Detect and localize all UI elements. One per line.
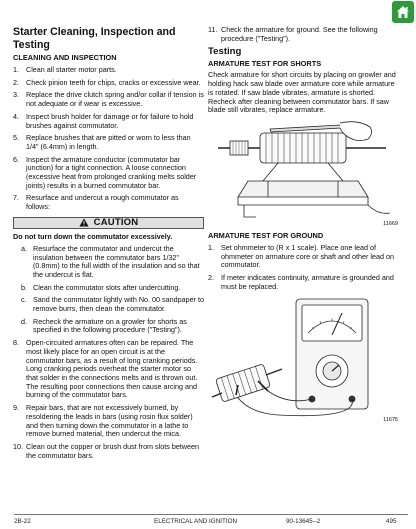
cleaning-steps [13, 66, 204, 212]
page-number: 495 [386, 518, 397, 525]
left-column [13, 4, 204, 460]
list-item: 1. Set ohmmeter to (R x 1 scale). Place one lead of ohmmeter on armature core or shaft and other lead on commutator. [208, 242, 394, 270]
list-item: 1. Clean all starter motor parts. [13, 65, 117, 74]
testing-title: Testing [208, 46, 242, 58]
list-item: 11. Check the armature for ground. See the following procedure ("Testing"). [208, 25, 378, 43]
ground-subhead: ARMATURE TEST FOR GROUND [208, 230, 324, 240]
page-footer [14, 514, 408, 526]
list-item: 10. Clean out the copper or brush dust from slots between the commutator bars. [13, 441, 199, 460]
warning-icon [79, 218, 89, 227]
resurface-substeps [13, 245, 204, 335]
list-item: 2. If meter indicates continuity, armature is grounded and must be replaced. [208, 273, 394, 291]
ohmmeter-illustration [208, 295, 398, 423]
caution-text: Do not turn down the commutator excessively. [13, 231, 173, 241]
right-column [208, 4, 398, 423]
caution-banner [13, 217, 204, 229]
list-item: 9. Repair bars, that are not excessively burned, by resoldering the leads in bars (using rosin flux solder) and then turning down the commutator in a lathe to remove burned material, then undercut the mica. [13, 403, 193, 439]
page-ref: 2B-22 [14, 518, 31, 525]
figure-number: 11675 [383, 417, 398, 424]
list-item: 6. Inspect the armature conductor (commutator bar junction) for a tight connection. A loose connection (excessive heat from prolonged cranking melts solder joints) results in a burned commutator bar. [13, 154, 197, 190]
list-item: 4. Inspect brush holder for damage or for failure to hold brushes against commutator. [13, 111, 194, 130]
list-item: d. Recheck the armature on a growler for shorts as specified in the following procedure ("Testing"). [21, 316, 187, 335]
list-item: 3. Replace the drive clutch spring and/or collar if tension is not adequate or if wear is excessive. [13, 90, 204, 109]
list-item: 7. Resurface and undercut a rough commutator as follows: [13, 193, 179, 212]
cleaning-subhead: CLEANING AND INSPECTION [13, 53, 117, 62]
section-name: ELECTRICAL AND IGNITION [154, 518, 238, 525]
list-item: b. Clean the commutator slots after undercutting. [21, 282, 181, 292]
figure-number: 11669 [383, 220, 398, 227]
list-item: a. Resurface the commutator and undercut the insulation between the commutator bars 1/32" (0.8mm) to the full width of the insulation and so that the undercut is flat. [21, 243, 200, 279]
shorts-text: Check armature for short circuits by placing on growler and holding hack saw blade over armature core while armature is rotated. If saw blade vibrates, armature is shorted. Recheck after cleaning between commutator bars. If saw blade still vibrates, replace armature. [208, 70, 396, 115]
caution-label: CAUTION [93, 217, 139, 229]
list-item: 2. Check pinion teeth for chips, cracks or excessive wear. [13, 77, 201, 87]
shorts-subhead: ARMATURE TEST FOR SHORTS [208, 59, 322, 69]
growler-illustration [208, 119, 398, 227]
repair-steps [13, 339, 204, 460]
doc-code: 90-13645--2 [286, 518, 321, 525]
list-item: c. Sand the commutator lightly with No. 00 sandpaper to remove burrs, then clean the commutator. [21, 295, 204, 314]
growler-drawing [208, 119, 398, 227]
ohmmeter-drawing [208, 295, 398, 423]
section-title: Starter Cleaning, Inspection and Testing [13, 26, 176, 51]
list-item: 5. Replace brushes that are pitted or worn to less than 1/4" (6.4mm) in length. [13, 133, 191, 151]
list-item: 8. Open-circuited armatures often can be repaired. The most likely place for an open circuit is at the commutator bars, as a result of long cranking periods. Long cranking periods overheat the starter motor so that solder in the connections melts and is thrown out. The resulting poor connections then cause arcing and burning of the commutator bars. [13, 338, 198, 400]
ground-steps [208, 244, 398, 292]
